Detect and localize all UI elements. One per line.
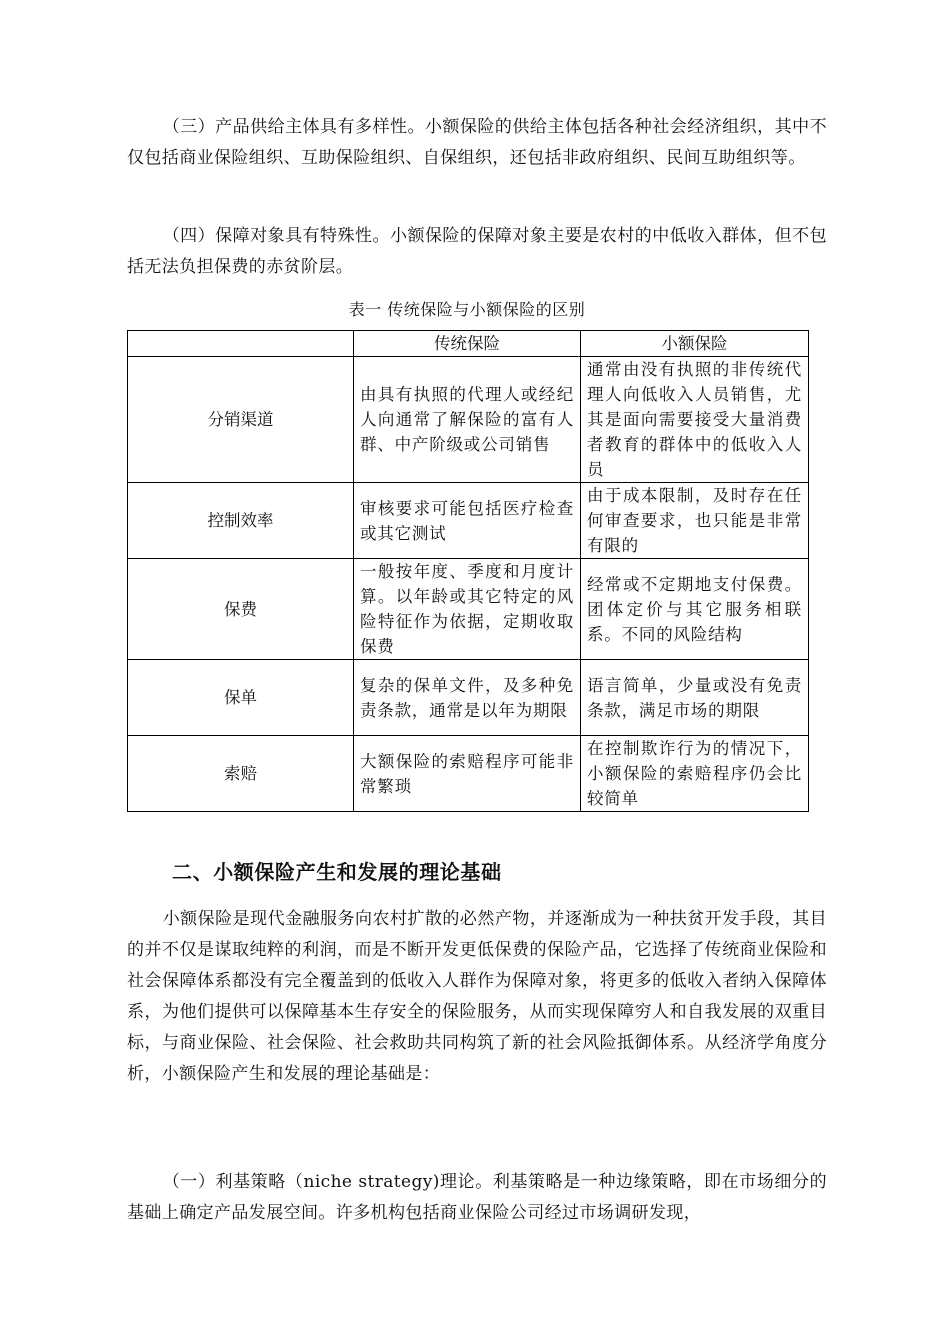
table-row [128,736,809,812]
table-row [128,660,809,736]
table-row [128,483,809,559]
cell-traditional: 大额保险的索赔程序可能非常繁琐 [354,736,581,812]
row-label: 保单 [128,660,354,736]
cell-traditional: 复杂的保单文件，及多种免责条款，通常是以年为期限 [354,660,581,736]
paragraph-theory-intro: 小额保险是现代金融服务向农村扩散的必然产物，并逐渐成为一种扶贫开发手段，其目的并不仅是谋取纯粹的利润，而是不断开发更低保费的保险产品，它选择了传统商业保险和社会保障体系都没有完全覆盖到的低收入人群作为保障对象，将更多的低收入者纳入保障体系，为他们提供可以保障基本生存安全的保险服务，从而实现保障穷人和自我发展的双重目标，与商业保险、社会保险、社会救助共同构筑了新的社会风险抵御体系。从经济学角度分析，小额保险产生和发展的理论基础是： [127,909,827,1084]
comparison-table [127,330,809,812]
section-heading: 二、小额保险产生和发展的理论基础 [172,860,502,884]
paragraph-product-supply: （三）产品供给主体具有多样性。小额保险的供给主体包括各种社会经济组织，其中不仅包括商业保险组织、互助保险组织、自保组织，还包括非政府组织、民间互助组织等。 [127,117,827,168]
row-label: 分销渠道 [128,357,354,483]
row-label: 保费 [128,559,354,660]
cell-traditional: 一般按年度、季度和月度计算。以年龄或其它特定的风险特征作为依据，定期收取保费 [354,559,581,660]
table-header-traditional: 传统保险 [354,331,581,357]
cell-micro: 经常或不定期地支付保费。团体定价与其它服务相联系。不同的风险结构 [581,559,809,660]
table-row [128,559,809,660]
row-label: 索赔 [128,736,354,812]
table-header-empty [128,331,354,357]
cell-traditional: 审核要求可能包括医疗检查或其它测试 [354,483,581,559]
row-label: 控制效率 [128,483,354,559]
table-header-micro: 小额保险 [581,331,809,357]
table-header-row [128,331,809,357]
table-row [128,357,809,483]
paragraph-target-group: （四）保障对象具有特殊性。小额保险的保障对象主要是农村的中低收入群体，但不包括无法负担保费的赤贫阶层。 [127,226,827,277]
cell-traditional: 由具有执照的代理人或经纪人向通常了解保险的富有人群、中产阶级或公司销售 [354,357,581,483]
paragraph-niche-strategy: （一）利基策略（niche strategy)理论。利基策略是一种边缘策略，即在市场细分的基础上确定产品发展空间。许多机构包括商业保险公司经过市场调研发现， [127,1172,827,1223]
cell-micro: 语言简单，少量或没有免责条款，满足市场的期限 [581,660,809,736]
table-caption: 表一 传统保险与小额保险的区别 [348,300,586,319]
cell-micro: 通常由没有执照的非传统代理人向低收入人员销售，尤其是面向需要接受大量消费者教育的群体中的低收入人员 [581,357,809,483]
cell-micro: 在控制欺诈行为的情况下，小额保险的索赔程序仍会比较简单 [581,736,809,812]
cell-micro: 由于成本限制，及时存在任何审查要求，也只能是非常有限的 [581,483,809,559]
